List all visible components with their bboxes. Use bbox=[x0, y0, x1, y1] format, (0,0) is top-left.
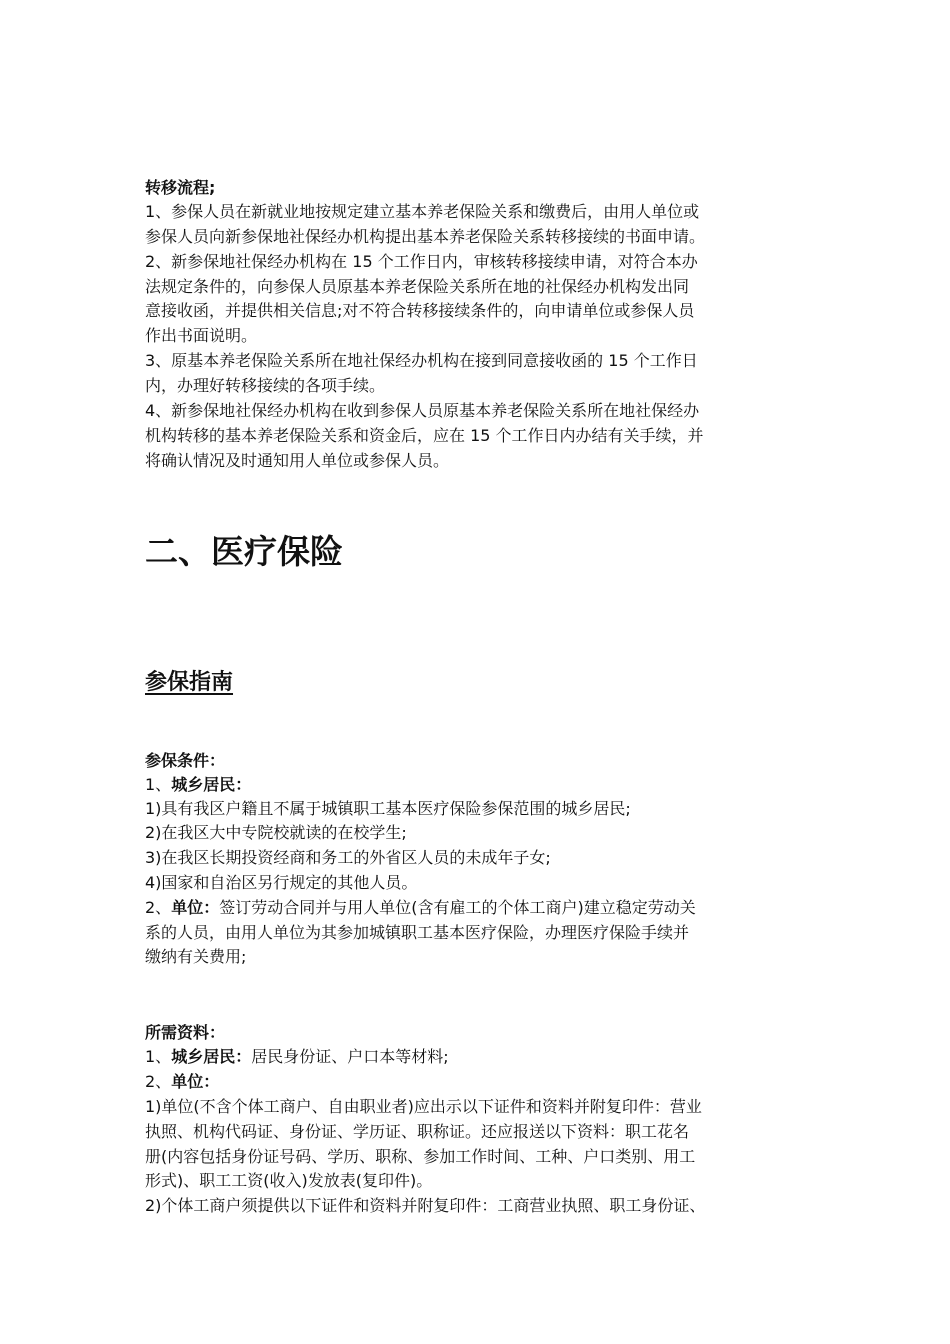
section-heading: 二、医疗保险 bbox=[145, 532, 343, 571]
conditions-title: 参保条件： bbox=[145, 751, 226, 770]
list-prefix: 2、 bbox=[145, 898, 172, 917]
transfer-title: 转移流程; bbox=[145, 178, 216, 197]
residents-label: 城乡居民： bbox=[171, 1047, 252, 1066]
paragraph-line: 将确认情况及时通知用人单位或参保人员。 bbox=[145, 451, 450, 470]
paragraph-line: 册(内容包括身份证号码、学历、职称、参加工作时间、工种、户口类别、用工 bbox=[145, 1147, 696, 1166]
paragraph-line: 机构转移的基本养老保险关系和资金后，应在 15 个工作日内办结有关手续，并 bbox=[145, 426, 704, 445]
conditions-unit-row bbox=[145, 897, 696, 919]
list-prefix: 2、 bbox=[145, 1072, 172, 1091]
guide-heading: 参保指南 bbox=[145, 670, 234, 695]
list-item: 4)国家和自治区另行规定的其他人员。 bbox=[145, 873, 418, 892]
materials-title: 所需资料： bbox=[145, 1023, 226, 1042]
paragraph-line: 缴纳有关费用; bbox=[145, 947, 247, 966]
paragraph-line: 形式)、职工工资(收入)发放表(复印件)。 bbox=[145, 1171, 433, 1190]
paragraph-line: 系的人员，由用人单位为其参加城镇职工基本医疗保险，办理医疗保险手续并 bbox=[145, 923, 690, 942]
residents-label: 城乡居民： bbox=[171, 775, 252, 794]
paragraph-line: 3、原基本养老保险关系所在地社保经办机构在接到同意接收函的 15 个工作日 bbox=[145, 351, 698, 370]
paragraph-line: 4、新参保地社保经办机构在收到参保人员原基本养老保险关系所在地社保经办 bbox=[145, 401, 700, 420]
paragraph-line: 执照、机构代码证、身份证、学历证、职称证。还应报送以下资料：职工花名 bbox=[145, 1122, 690, 1141]
paragraph-line: 参保人员向新参保地社保经办机构提出基本养老保险关系转移接续的书面申请。 bbox=[145, 227, 706, 246]
paragraph-line: 法规定条件的，向参保人员原基本养老保险关系所在地的社保经办机构发出同 bbox=[145, 277, 690, 296]
paragraph-line: 1、参保人员在新就业地按规定建立基本养老保险关系和缴费后，由用人单位或 bbox=[145, 202, 700, 221]
materials-unit-row bbox=[145, 1071, 219, 1093]
materials-residents-row bbox=[145, 1046, 449, 1068]
residents-text: 居民身份证、户口本等材料; bbox=[251, 1047, 449, 1066]
list-item: 3)在我区长期投资经商和务工的外省区人员的未成年子女; bbox=[145, 848, 551, 867]
list-prefix: 1、 bbox=[145, 1047, 172, 1066]
paragraph-line: 意接收函，并提供相关信息;对不符合转移接续条件的，向申请单位或参保人员 bbox=[145, 301, 695, 320]
list-item: 1)具有我区户籍且不属于城镇职工基本医疗保险参保范围的城乡居民; bbox=[145, 799, 631, 818]
paragraph-line: 2)个体工商户须提供以下证件和资料并附复印件：工商营业执照、职工身份证、 bbox=[145, 1196, 706, 1215]
unit-label: 单位： bbox=[171, 898, 220, 917]
paragraph-line: 作出书面说明。 bbox=[145, 326, 258, 345]
conditions-residents-row bbox=[145, 774, 251, 796]
list-item: 2)在我区大中专院校就读的在校学生; bbox=[145, 823, 407, 842]
list-prefix: 1、 bbox=[145, 775, 172, 794]
paragraph-line: 2、新参保地社保经办机构在 15 个工作日内，审核转移接续申请，对符合本办 bbox=[145, 252, 698, 271]
unit-label: 单位： bbox=[171, 1072, 220, 1091]
paragraph-line: 1)单位(不含个体工商户、自由职业者)应出示以下证件和资料并附复印件：营业 bbox=[145, 1097, 702, 1116]
unit-text: 签订劳动合同并与用人单位(含有雇工的个体工商户)建立稳定劳动关 bbox=[219, 898, 696, 917]
paragraph-line: 内，办理好转移接续的各项手续。 bbox=[145, 376, 386, 395]
